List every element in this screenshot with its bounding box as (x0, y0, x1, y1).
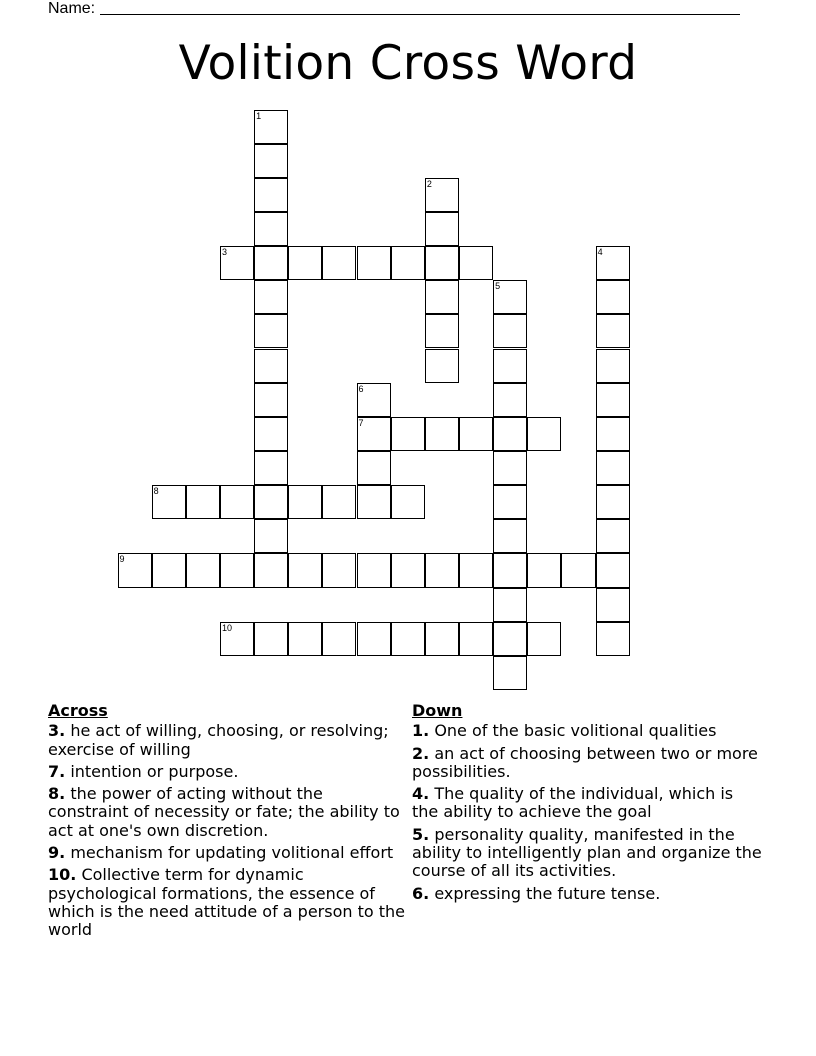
clue-down (412, 826, 762, 881)
grid-cell[interactable] (596, 451, 630, 485)
grid-cell[interactable] (322, 553, 356, 587)
clue-across (48, 785, 408, 840)
grid-cell[interactable] (254, 383, 288, 417)
grid-cell[interactable] (425, 178, 459, 212)
grid-cell[interactable] (118, 553, 152, 587)
clue-down (412, 785, 762, 822)
grid-cell[interactable] (459, 622, 493, 656)
grid-cell[interactable] (254, 485, 288, 519)
grid-cell[interactable] (459, 417, 493, 451)
name-label: Name: (48, 0, 96, 17)
grid-cell[interactable] (527, 417, 561, 451)
clue-number: 2. (412, 743, 430, 763)
grid-cell[interactable] (357, 622, 391, 656)
grid-cell[interactable] (254, 349, 288, 383)
puzzle-title: Volition Cross Word (178, 36, 638, 91)
cell-number: 5 (495, 281, 501, 292)
grid-cell[interactable] (561, 553, 595, 587)
clue-text: Collective term for dynamic psychological formations, the essence of which is the need attitude of a person to the world (48, 865, 406, 940)
grid-cell[interactable] (357, 383, 391, 417)
clue-number: 9. (48, 843, 66, 863)
grid-cell[interactable] (254, 417, 288, 451)
grid-cell[interactable] (152, 485, 186, 519)
clue-number: 6. (412, 883, 430, 903)
grid-cell[interactable] (459, 553, 493, 587)
clue-across (48, 866, 408, 939)
grid-cell[interactable] (186, 553, 220, 587)
grid-cell[interactable] (493, 656, 527, 690)
grid-cell[interactable] (254, 622, 288, 656)
grid-cell[interactable] (220, 246, 254, 280)
grid-cell[interactable] (596, 314, 630, 348)
clue-text: personality quality, manifested in the ability to intelligently plan and organize the course of all its activities. (412, 824, 762, 881)
across-heading: Across (48, 701, 108, 720)
grid-cell[interactable] (288, 553, 322, 587)
grid-cell[interactable] (254, 314, 288, 348)
grid-cell[interactable] (357, 246, 391, 280)
grid-cell[interactable] (254, 212, 288, 246)
grid-cell[interactable] (254, 451, 288, 485)
grid-cell[interactable] (493, 553, 527, 587)
clue-text: mechanism for updating volitional effort (70, 843, 394, 863)
cell-number: 2 (426, 178, 432, 189)
clue-text: expressing the future tense. (434, 883, 661, 903)
grid-cell[interactable] (596, 417, 630, 451)
clue-text: intention or purpose. (70, 761, 239, 781)
grid-cell[interactable] (391, 417, 425, 451)
grid-cell[interactable] (254, 110, 288, 144)
grid-cell[interactable] (322, 622, 356, 656)
cell-number: 8 (153, 486, 159, 497)
grid-cell[interactable] (596, 485, 630, 519)
across-clues (48, 702, 408, 944)
grid-cell[interactable] (152, 553, 186, 587)
clue-number: 7. (48, 761, 66, 781)
clue-down (412, 722, 762, 740)
grid-cell[interactable] (425, 212, 459, 246)
grid-cell[interactable] (493, 485, 527, 519)
clue-text: One of the basic volitional qualities (434, 721, 717, 741)
grid-cell[interactable] (596, 246, 630, 280)
clue-text: The quality of the individual, which is the ability to achieve the goal (412, 784, 734, 822)
grid-cell[interactable] (596, 519, 630, 553)
grid-cell[interactable] (425, 314, 459, 348)
grid-cell[interactable] (596, 553, 630, 587)
grid-cell[interactable] (527, 553, 561, 587)
cell-number: 9 (119, 554, 125, 565)
grid-cell[interactable] (391, 622, 425, 656)
grid-cell[interactable] (391, 485, 425, 519)
clue-text: an act of choosing between two or more possibilities. (412, 743, 758, 781)
grid-cell[interactable] (254, 553, 288, 587)
grid-cell[interactable] (254, 144, 288, 178)
grid-cell[interactable] (220, 553, 254, 587)
grid-cell[interactable] (357, 553, 391, 587)
down-clues (412, 702, 762, 907)
clue-across (48, 844, 408, 862)
grid-cell[interactable] (493, 417, 527, 451)
grid-cell[interactable] (357, 485, 391, 519)
cell-number: 7 (358, 417, 364, 428)
grid-cell[interactable] (493, 519, 527, 553)
grid-cell[interactable] (186, 485, 220, 519)
grid-cell[interactable] (425, 553, 459, 587)
grid-cell[interactable] (254, 178, 288, 212)
grid-cell[interactable] (596, 622, 630, 656)
name-underline (100, 0, 740, 15)
grid-cell[interactable] (220, 485, 254, 519)
grid-cell[interactable] (425, 622, 459, 656)
grid-cell[interactable] (254, 246, 288, 280)
grid-cell[interactable] (391, 553, 425, 587)
grid-cell[interactable] (596, 383, 630, 417)
grid-cell[interactable] (425, 246, 459, 280)
clue-number: 8. (48, 784, 66, 804)
grid-cell[interactable] (322, 485, 356, 519)
clue-text: he act of willing, choosing, or resolving; exercise of willing (48, 721, 389, 759)
clue-number: 10. (48, 865, 77, 885)
grid-cell[interactable] (493, 622, 527, 656)
clue-number: 5. (412, 824, 430, 844)
clue-down (412, 885, 762, 903)
name-field[interactable] (48, 0, 740, 18)
grid-cell[interactable] (322, 246, 356, 280)
grid-cell[interactable] (425, 417, 459, 451)
grid-cell[interactable] (493, 280, 527, 314)
cell-number: 6 (358, 383, 364, 394)
clue-number: 3. (48, 721, 66, 741)
grid-cell[interactable] (357, 417, 391, 451)
grid-cell[interactable] (425, 349, 459, 383)
grid-cell[interactable] (425, 280, 459, 314)
grid-cell[interactable] (391, 246, 425, 280)
cell-number: 3 (221, 247, 227, 258)
grid-cell[interactable] (493, 588, 527, 622)
down-heading: Down (412, 701, 463, 720)
clue-number: 4. (412, 784, 430, 804)
clue-down (412, 745, 762, 782)
cell-number: 1 (256, 110, 262, 121)
grid-cell[interactable] (493, 451, 527, 485)
grid-cell[interactable] (596, 588, 630, 622)
grid-cell[interactable] (493, 314, 527, 348)
grid-cell[interactable] (254, 280, 288, 314)
clue-text: the power of acting without the constraint of necessity or fate; the ability to act at one's own discretion. (48, 784, 400, 840)
clue-across (48, 763, 408, 781)
grid-cell[interactable] (288, 622, 322, 656)
grid-cell[interactable] (254, 519, 288, 553)
clue-across (48, 722, 408, 759)
grid-cell[interactable] (357, 451, 391, 485)
grid-cell[interactable] (459, 246, 493, 280)
clue-number: 1. (412, 721, 430, 741)
grid-cell[interactable] (493, 349, 527, 383)
cell-number: 4 (597, 247, 603, 258)
grid-cell[interactable] (493, 383, 527, 417)
grid-cell[interactable] (288, 246, 322, 280)
grid-cell[interactable] (220, 622, 254, 656)
cell-number: 10 (221, 622, 232, 633)
grid-cell[interactable] (527, 622, 561, 656)
grid-cell[interactable] (596, 349, 630, 383)
grid-cell[interactable] (596, 280, 630, 314)
grid-cell[interactable] (288, 485, 322, 519)
